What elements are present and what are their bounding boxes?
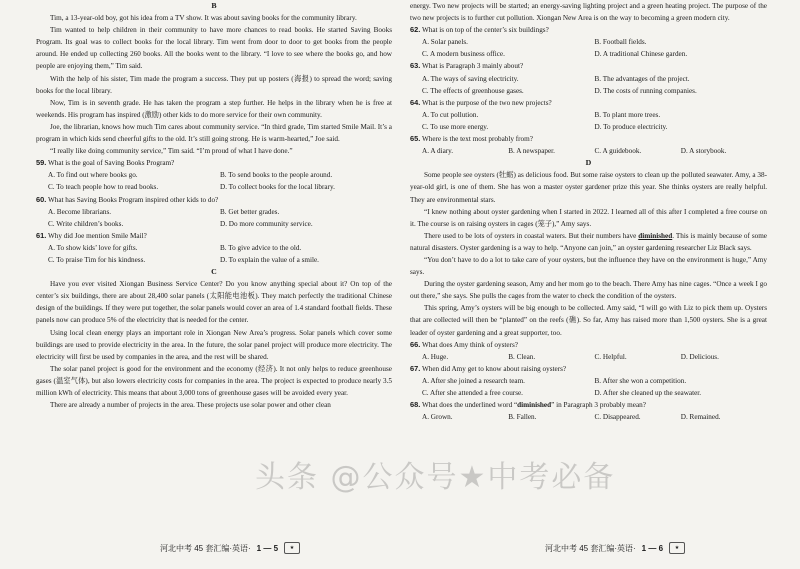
question-text: What has Saving Books Program inspired other kids to do? bbox=[46, 195, 219, 204]
b-para-3: With the help of his sister, Tim made the program a success. They put up posters (海报) to spread the word; saving books for the local library. bbox=[36, 74, 392, 95]
d-para-3-text: There used to be lots of oysters in coastal waters. But their numbers have bbox=[424, 231, 639, 240]
option-a: A. To cut pollution. bbox=[422, 110, 479, 119]
question-60 bbox=[36, 194, 392, 206]
footer-right bbox=[545, 541, 685, 555]
question-number: 62. bbox=[410, 25, 421, 35]
options-67 bbox=[410, 375, 767, 399]
option-d: D. A traditional Chinese garden. bbox=[594, 50, 688, 59]
question-text: ” in Paragraph 3 probably mean? bbox=[551, 401, 646, 410]
d-para-5: During the oyster gardening season, Amy and her mom go to the beach. There Amy has nine cages. “Once a week I go out there,” she says. She pulls the cages from the water to check the condition of the oysters. bbox=[410, 280, 767, 301]
b-para-4: Now, Tim is in seventh grade. He has taken the program a step further. He helps in the library when he is free at weekends. His program has inspired (激励) other kids to do more service for their own community. bbox=[36, 98, 392, 119]
option-b: B. To give advice to the old. bbox=[220, 243, 302, 252]
page-number: 1 — 6 bbox=[641, 543, 664, 553]
footer-left bbox=[160, 541, 300, 555]
option-b: B. To send books to the people around. bbox=[220, 171, 333, 180]
option-a: A. To show kids’ love for gifts. bbox=[48, 243, 138, 252]
option-c: C. To teach people how to read books. bbox=[48, 183, 159, 192]
option-c: C. Helpful. bbox=[594, 352, 627, 361]
option-a: A. A diary. bbox=[422, 147, 454, 156]
option-b: B. To plant more trees. bbox=[594, 110, 661, 119]
option-c: C. A guidebook. bbox=[594, 147, 642, 156]
question-text: What does Amy think of oysters? bbox=[420, 340, 518, 349]
d-para-4: “You don’t have to do a lot to take care of your oysters, but the influence they have on the environment is huge,” Amy says. bbox=[410, 255, 767, 277]
d-para-2: “I knew nothing about oyster gardening when I started in 2022. I learned all of this after I completed a free course on it. The course is on raising oysters in cages (笼子),” Amy says. bbox=[410, 207, 767, 228]
question-68 bbox=[410, 399, 767, 411]
footer-title: 河北中考 45 套汇编·英语· bbox=[160, 543, 251, 553]
publisher-logo-icon: ★ bbox=[669, 542, 685, 554]
question-text: What is on top of the center’s six buildings? bbox=[420, 26, 549, 35]
question-number: 60. bbox=[36, 194, 47, 204]
question-text: What is Paragraph 3 mainly about? bbox=[420, 62, 524, 71]
option-c: C. Disappeared. bbox=[594, 413, 641, 422]
question-number: 59. bbox=[36, 158, 47, 168]
option-d: D. After she cleaned up the seawater. bbox=[594, 389, 702, 397]
b-para-5: Joe, the librarian, knows how much Tim cares about community service. “In third grade, Tim started Smile Mail. It’s a program in which kids send cheerful gifts to the old. It’s still going strong. He is warm-hearted,” Joe said. bbox=[36, 122, 392, 144]
c-para-4-cont: energy. Two new projects will be started; an energy-saving lighting project and a green heating project. The purpose of the two new projects is to further cut pollution. Xiongan New Area is on the way to becoming a green modern city. bbox=[410, 2, 767, 23]
options-63 bbox=[410, 73, 767, 97]
question-number: 66. bbox=[410, 339, 421, 349]
question-65 bbox=[410, 133, 767, 145]
option-b: B. Football fields. bbox=[594, 38, 647, 47]
section-c-title: C bbox=[211, 267, 217, 277]
question-62 bbox=[410, 24, 767, 36]
options-62 bbox=[410, 36, 767, 60]
question-text: Why did Joe mention Smile Mail? bbox=[46, 231, 147, 240]
question-67 bbox=[410, 363, 767, 375]
option-c: C. A modern business office. bbox=[422, 50, 505, 59]
question-number: 67. bbox=[410, 363, 421, 373]
option-d: D. To produce electricity. bbox=[594, 122, 668, 131]
option-d: D. The costs of running companies. bbox=[594, 86, 697, 95]
option-d: D. To collect books for the local library. bbox=[220, 183, 335, 192]
question-number: 63. bbox=[410, 61, 421, 71]
option-c: C. The effects of greenhouse gases. bbox=[422, 86, 524, 95]
c-para-4: There are already a number of projects in the area. These projects use solar power and other clean bbox=[50, 401, 331, 410]
option-d: D. Do more community service. bbox=[220, 219, 313, 228]
right-column bbox=[410, 0, 767, 423]
option-c: C. After she attended a free course. bbox=[422, 389, 523, 397]
footer-title: 河北中考 45 套汇编·英语· bbox=[545, 543, 636, 553]
options-59 bbox=[36, 169, 392, 193]
question-63 bbox=[410, 60, 767, 72]
section-b-title: B bbox=[211, 1, 217, 10]
option-b: B. Clean. bbox=[508, 352, 536, 361]
options-61 bbox=[36, 242, 392, 266]
question-59 bbox=[36, 157, 392, 169]
d-para-6: This spring, Amy’s oysters will be big enough to be collected. Amy said, “I will go with Liz to pick them up. Oysters that are collected will then be “planted” on the reefs (礁). So far, Amy has raised more than 1,500 oysters. She is a great leader of oyster gardening and a great supporter, too. bbox=[410, 304, 767, 337]
watermark: 头条 @公众号★中考必备 bbox=[255, 460, 616, 495]
question-text: What is the goal of Saving Books Program? bbox=[46, 159, 175, 168]
option-a: A. Grown. bbox=[422, 413, 453, 422]
option-b: B. The advantages of the project. bbox=[594, 74, 690, 83]
question-66 bbox=[410, 339, 767, 351]
option-d: D. To explain the value of a smile. bbox=[220, 255, 319, 264]
options-66 bbox=[410, 351, 767, 363]
b-para-2: Tim wanted to help children in their community to have more chances to read books. He started Saving Books Program. Its goal was to collect books for the local library. Tim went from door to door to get books from the people around. He ended up collecting 260 books. All the books went to the library. “I love to see where the books go, and how people are enjoying them,” Tim said. bbox=[36, 26, 392, 71]
question-number: 64. bbox=[410, 97, 421, 107]
question-text: What does the underlined word “ bbox=[420, 401, 518, 410]
option-c: C. Write children’s books. bbox=[48, 219, 124, 228]
option-c: C. To praise Tim for his kindness. bbox=[48, 255, 146, 264]
options-64 bbox=[410, 109, 767, 133]
option-a: A. The ways of saving electricity. bbox=[422, 74, 519, 83]
option-b: B. Fallen. bbox=[508, 413, 537, 422]
question-61 bbox=[36, 230, 392, 242]
b-para-1: Tim, a 13-year-old boy, got his idea from a TV show. It was about saving books for the community library. bbox=[50, 14, 357, 23]
option-c: C. To use more energy. bbox=[422, 122, 489, 131]
question-number: 61. bbox=[36, 230, 47, 240]
d-para-3 bbox=[410, 230, 767, 254]
d-para-3-text: . This is mainly because of some natural disasters. Oyster gardening is a way to help. “Anyone can join,” an oyster gardening researcher Liz Black says. bbox=[410, 231, 767, 252]
question-64 bbox=[410, 97, 767, 109]
option-d: D. A storybook. bbox=[680, 147, 727, 156]
option-b: B. After she won a competition. bbox=[594, 376, 687, 385]
option-d: D. Delicious. bbox=[680, 352, 719, 361]
option-a: A. Solar panels. bbox=[422, 38, 468, 47]
section-d-title: D bbox=[585, 158, 592, 168]
d-para-1: Some people see oysters (牡蛎) as delicious food. But some raise oysters to clean up the polluted seawater. Amy, a 38-year-old girl, is one of them. She has won a master oyster gardener prize this year. She thinks oysters are really helpful. They are environmental stars. bbox=[410, 171, 767, 204]
option-a: A. Huge. bbox=[422, 352, 449, 361]
page-number: 1 — 5 bbox=[256, 543, 279, 553]
question-text: What is the purpose of the two new projects? bbox=[420, 98, 552, 107]
underlined-word: diminished bbox=[638, 231, 673, 240]
question-number: 68. bbox=[410, 400, 421, 410]
question-text: Where is the text most probably from? bbox=[420, 135, 533, 144]
c-para-1: Have you ever visited Xiongan Business Service Center? Do you know anything special about it? On top of the center’s six buildings, there are about 28,400 solar panels (太阳能电池板). They match perfectly the traditional Chinese design of the buildings. If they were put together, the solar panels would cover an area of 1.4 standard football fields. These panels now can produce 5% of the electricity that is needed for the center. bbox=[36, 280, 392, 325]
option-a: A. To find out where books go. bbox=[48, 171, 138, 180]
c-para-3: The solar panel project is good for the environment and the economy (经济). It not only helps to reduce greenhouse gases (温室气体), but also lowers electricity costs for companies in the area. The project is expected to produce nearly 3.5 million kWh of electricity. This means that about 3,000 tons of greenhouse gases will be avoided every year. bbox=[36, 364, 392, 397]
option-b: B. A newspaper. bbox=[508, 147, 555, 156]
options-65 bbox=[410, 145, 767, 157]
options-68 bbox=[410, 411, 767, 423]
publisher-logo-icon: ★ bbox=[284, 542, 300, 554]
option-a: A. Become librarians. bbox=[48, 207, 112, 216]
quoted-word: diminished bbox=[517, 401, 552, 410]
question-text: When did Amy get to know about raising oysters? bbox=[420, 364, 567, 373]
c-para-2: Using local clean energy plays an important role in Xiongan New Area’s progress. Solar panels which cover some buildings are used to provide electricity in the area. In the future, the solar panel project will produce more electricity. The electricity will first be used by companies in the area, and the rest will be shared. bbox=[36, 328, 392, 361]
options-60 bbox=[36, 206, 392, 230]
question-number: 65. bbox=[410, 134, 421, 144]
option-d: D. Remained. bbox=[680, 413, 721, 422]
option-a: A. After she joined a research team. bbox=[422, 376, 525, 385]
b-para-6: “I really like doing community service,” Tim said. “I’m proud of what I have done.” bbox=[50, 147, 293, 156]
left-column bbox=[36, 0, 392, 411]
option-b: B. Get better grades. bbox=[220, 207, 280, 216]
